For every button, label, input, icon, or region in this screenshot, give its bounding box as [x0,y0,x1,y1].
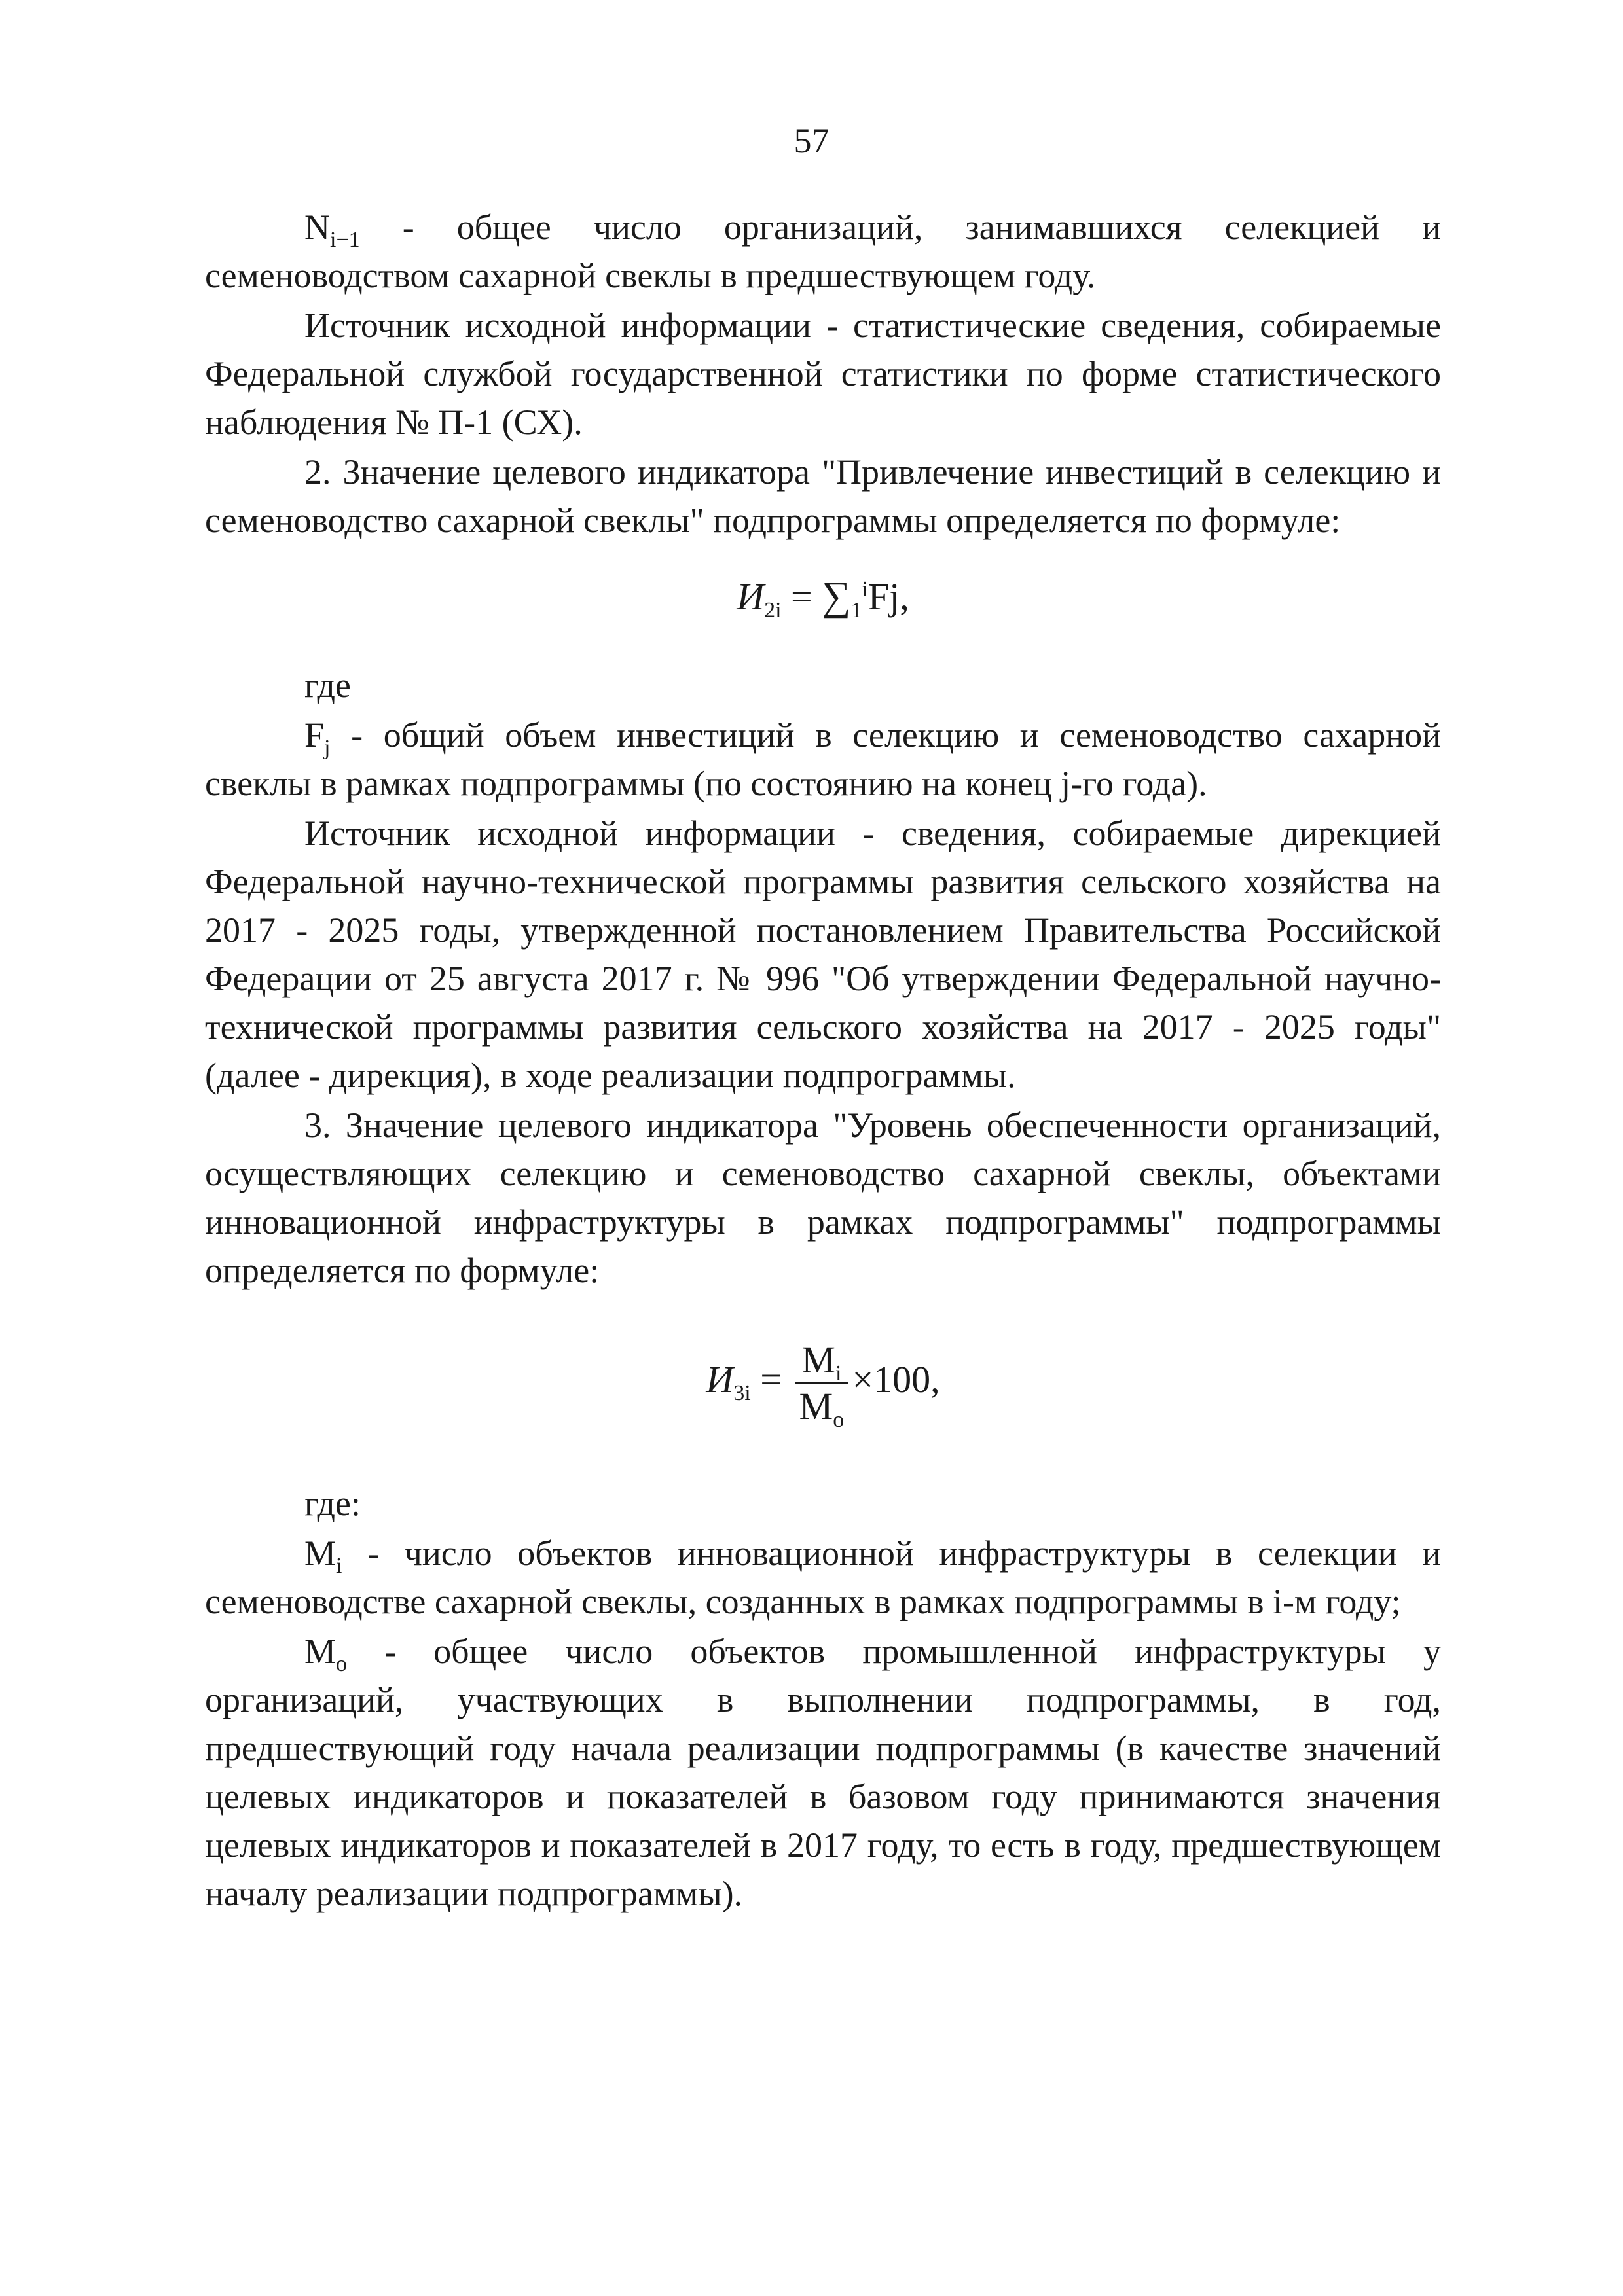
symbol-f-subscript: j [324,736,331,760]
formula-equals: = [781,575,822,618]
formula-tail: , [900,575,909,618]
definition-text: - общее число организаций, занимавшихся селекцией и семеноводством сахарной свеклы в предшествующем году. [205,207,1441,295]
sum-upper-limit: i [862,577,868,601]
fraction-denominator [795,1384,848,1432]
paragraph-f-definition [205,711,1441,808]
paragraph-indicator-2: 2. Значение целевого индикатора "Привлечение инвестиций в селекцию и семеноводство сахарной свеклы" подпрограммы определяется по формуле: [205,452,1441,540]
paragraph-n-definition [205,203,1441,300]
formula-lhs: И [737,575,765,618]
sum-symbol: ∑ [822,574,851,619]
formula-tail: , [930,1357,940,1401]
symbol-mo-subscript: o [336,1652,348,1676]
numerator-symbol: M [801,1338,835,1381]
denominator-subscript: o [833,1408,845,1432]
formula-lhs: И [706,1357,734,1401]
symbol-n: N [304,207,330,247]
symbol-f: F [304,715,325,755]
sum-lower-limit: 1 [850,598,862,622]
formula-fraction [795,1338,848,1432]
formula-lhs-subscript: 2i [764,598,782,622]
symbol-mo: M [304,1632,337,1671]
formula-infrastructure [205,1338,1441,1436]
denominator-symbol: M [799,1385,833,1427]
definition-text: - общий объем инвестиций в селекцию и семеноводство сахарной свеклы в рамках подпрограммы (по состоянию на конец j-го года). [205,715,1441,803]
fraction-numerator [795,1338,848,1384]
paragraph-mi-definition [205,1529,1441,1626]
definition-text: - число объектов инновационной инфраструктуры в селекции и семеноводстве сахарной свеклы, созданных в рамках подпрограммы в i-м году; [205,1534,1441,1621]
formula-investment [205,572,1441,620]
paragraph-mo-definition [205,1627,1441,1918]
paragraph-source-1: Источник исходной информации - статистические сведения, собираемые Федеральной службой государственной статистики по форме статистического наблюдения № П-1 (СХ). [205,306,1441,442]
symbol-n-subscript: i−1 [330,228,360,252]
page-number: 57 [793,121,830,160]
formula-equals: = [750,1357,792,1401]
symbol-mi-subscript: i [336,1554,342,1578]
formula-multiplier: ×100 [852,1357,931,1401]
numerator-subscript: i [835,1361,842,1386]
formula-term: Fj [867,575,900,618]
formula-lhs-subscript: 3i [733,1380,751,1405]
where-label-1: где [304,666,351,705]
page-body [205,203,1441,1918]
symbol-mi: M [304,1534,337,1573]
paragraph-indicator-3: 3. Значение целевого индикатора "Уровень обеспеченности организаций, осуществляющих селекцию и семеноводство сахарной свеклы, объектами инновационной инфраструктуры в рамках подпрограммы" подпрограммы определяется по формуле: [205,1105,1441,1290]
paragraph-source-2: Источник исходной информации - сведения, собираемые дирекцией Федеральной научно-технической программы развития сельского хозяйства на 2017 - 2025 годы, утвержденной постановлением Правительства Российской Федерации от 25 августа 2017 г. № 996 "Об утверждении Федеральной научно-технической программы развития сельского хозяйства на 2017 - 2025 годы" (далее - дирекция), в ходе реализации подпрограммы. [205,814,1441,1095]
where-label-2: где: [304,1484,361,1523]
definition-text: - общее число объектов промышленной инфраструктуры у организаций, участвующих в выполнении подпрограммы, в год, предшествующий году начала реализации подпрограммы (в качестве значений целевых индикаторов и показателей в базовом году принимаются значения целевых индикаторов и показателей в 2017 году, то есть в году, предшествующем началу реализации подпрограммы). [205,1632,1441,1913]
